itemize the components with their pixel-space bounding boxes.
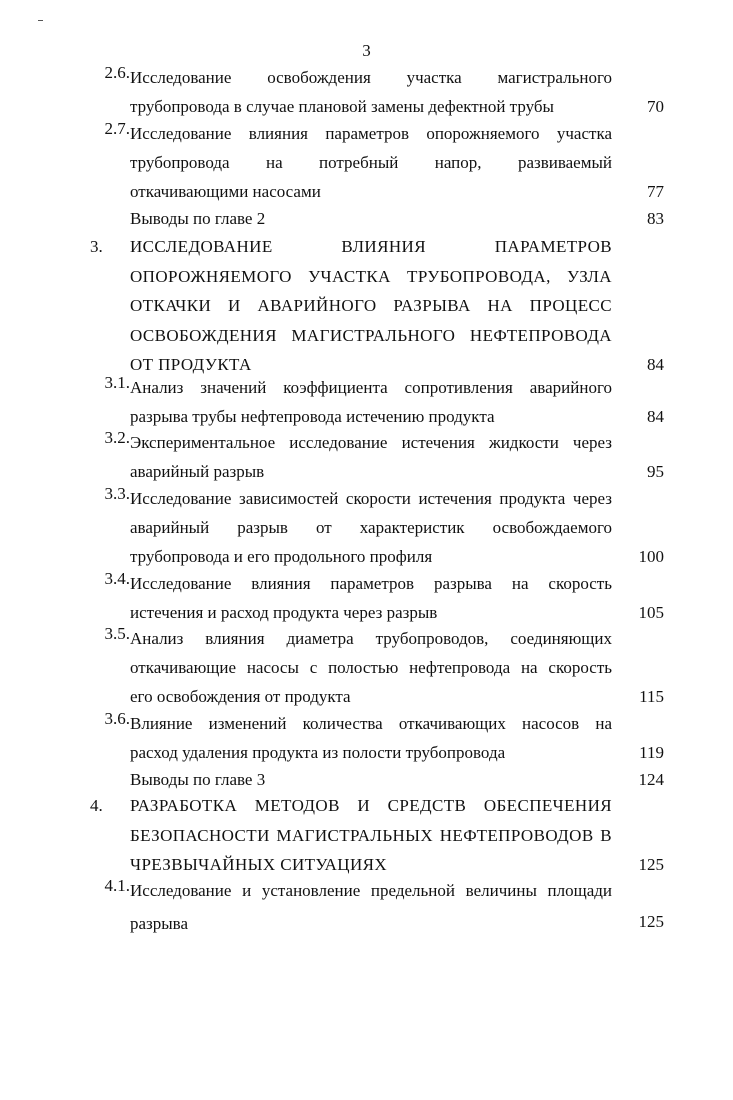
- toc-entry-page: 125: [638, 912, 664, 931]
- toc-entry-number: 3.2.: [104, 428, 130, 447]
- toc-entry-line: Выводы по главе 2: [130, 209, 266, 228]
- toc-entry-line: Исследование и установление предельной величины площади: [130, 881, 612, 900]
- toc-entry-line: аварийный разрыв от характеристик освобождаемого: [130, 518, 612, 537]
- toc-entry-page: 100: [638, 547, 664, 566]
- toc-entry-title: [130, 624, 612, 711]
- page-number: 3: [362, 41, 371, 60]
- toc-entry-title: [130, 373, 612, 431]
- toc-entry-number: 3.1.: [104, 373, 130, 392]
- toc-entry-title: [130, 765, 612, 794]
- toc-entry-page: 125: [638, 855, 664, 874]
- toc-entry-title: [130, 709, 612, 767]
- toc-entry-page: 77: [647, 182, 664, 201]
- toc-entry-line: ЧРЕЗВЫЧАЙНЫХ СИТУАЦИЯХ: [130, 855, 388, 874]
- toc-entry-number: 4.: [90, 796, 103, 815]
- toc-entry-page: 70: [647, 97, 664, 116]
- toc-entry-title: [130, 876, 612, 938]
- toc-entry-page: 95: [647, 462, 664, 481]
- toc-entry-line: Исследование зависимостей скорости истечения продукта через: [130, 489, 612, 508]
- toc-entry-number: 3.4.: [104, 569, 130, 588]
- toc-entry-number: 2.6.: [104, 63, 130, 82]
- toc-entry-line: Анализ влияния диаметра трубопроводов, соединяющих: [130, 629, 612, 648]
- toc-entry-title: [130, 63, 612, 121]
- toc-entry-line: истечения и расход продукта через разрыв: [130, 603, 438, 622]
- toc-entry-page: 124: [638, 770, 664, 789]
- toc-entry-line: БЕЗОПАСНОСТИ МАГИСТРАЛЬНЫХ НЕФТЕПРОВОДОВ В: [130, 825, 612, 845]
- toc-entry-line: Анализ значений коэффициента сопротивления аварийного: [130, 378, 612, 397]
- toc-entry-line: РАЗРАБОТКА МЕТОДОВ И СРЕДСТВ ОБЕСПЕЧЕНИЯ: [130, 796, 612, 815]
- toc-entry-line: откачивающие насосы с полостью нефтепровода на скорость: [130, 658, 612, 677]
- toc-entry-line: Исследование освобождения участка магистрального: [130, 68, 612, 87]
- toc-entry-page: 115: [639, 687, 664, 706]
- toc-entry-line: разрыва: [130, 914, 189, 933]
- toc-entry-title: [130, 428, 612, 486]
- toc-entry-title: [130, 791, 612, 880]
- toc-entry-line: ОСВОБОЖДЕНИЯ МАГИСТРАЛЬНОГО НЕФТЕПРОВОДА: [130, 325, 612, 345]
- toc-entry-line: Исследование влияния параметров опорожняемого участка: [130, 124, 612, 143]
- toc-entry-number: 3.3.: [104, 484, 130, 503]
- toc-entry-number: 2.7.: [104, 119, 130, 138]
- toc-entry-number: 3.: [90, 237, 103, 256]
- toc-entry-line: ИССЛЕДОВАНИЕ ВЛИЯНИЯ ПАРАМЕТРОВ: [130, 237, 612, 256]
- toc-entry-line: Выводы по главе 3: [130, 770, 266, 789]
- toc-entry-line: аварийный разрыв: [130, 462, 265, 481]
- toc-entry-line: трубопровода на потребный напор, развиваемый: [130, 153, 612, 172]
- toc-entry-title: [130, 204, 612, 233]
- toc-entry-line: трубопровода в случае плановой замены дефектной трубы: [130, 97, 554, 116]
- toc-entry-line: ОТКАЧКИ И АВАРИЙНОГО РАЗРЫВА НА ПРОЦЕСС: [130, 296, 612, 315]
- toc-entry-line: Влияние изменений количества откачивающих насосов на: [130, 714, 612, 733]
- toc-entry-title: [130, 569, 612, 627]
- toc-entry-page: 84: [647, 407, 664, 426]
- toc-entry-line: ОТ ПРОДУКТА: [130, 355, 252, 374]
- toc-entry-number: 3.6.: [104, 709, 130, 728]
- toc-entry-line: трубопровода и его продольного профиля: [130, 547, 433, 566]
- toc-entry-title: [130, 119, 612, 206]
- toc-entry-line: Исследование влияния параметров разрыва на скорость: [130, 574, 612, 593]
- toc-entry-line: ОПОРОЖНЯЕМОГО УЧАСТКА ТРУБОПРОВОДА, УЗЛА: [130, 266, 612, 286]
- toc-entry-title: [130, 232, 612, 380]
- toc-entry-number: 4.1.: [104, 876, 130, 895]
- toc-entry-title: [130, 484, 612, 571]
- scan-speck: [38, 20, 43, 21]
- toc-entry-line: Экспериментальное исследование истечения жидкости через: [130, 433, 612, 452]
- toc-entry-page: 119: [639, 743, 664, 762]
- toc-entry-line: разрыва трубы нефтепровода истечению продукта: [130, 407, 495, 426]
- toc-entry-number: 3.5.: [104, 624, 130, 643]
- toc-entry-line: расход удаления продукта из полости трубопровода: [130, 743, 506, 762]
- toc-entry-page: 83: [647, 209, 664, 228]
- toc-entry-page: 105: [638, 603, 664, 622]
- toc-entry-page: 84: [647, 355, 664, 374]
- toc-entry-line: его освобождения от продукта: [130, 687, 351, 706]
- toc-entry-line: откачивающими насосами: [130, 182, 321, 201]
